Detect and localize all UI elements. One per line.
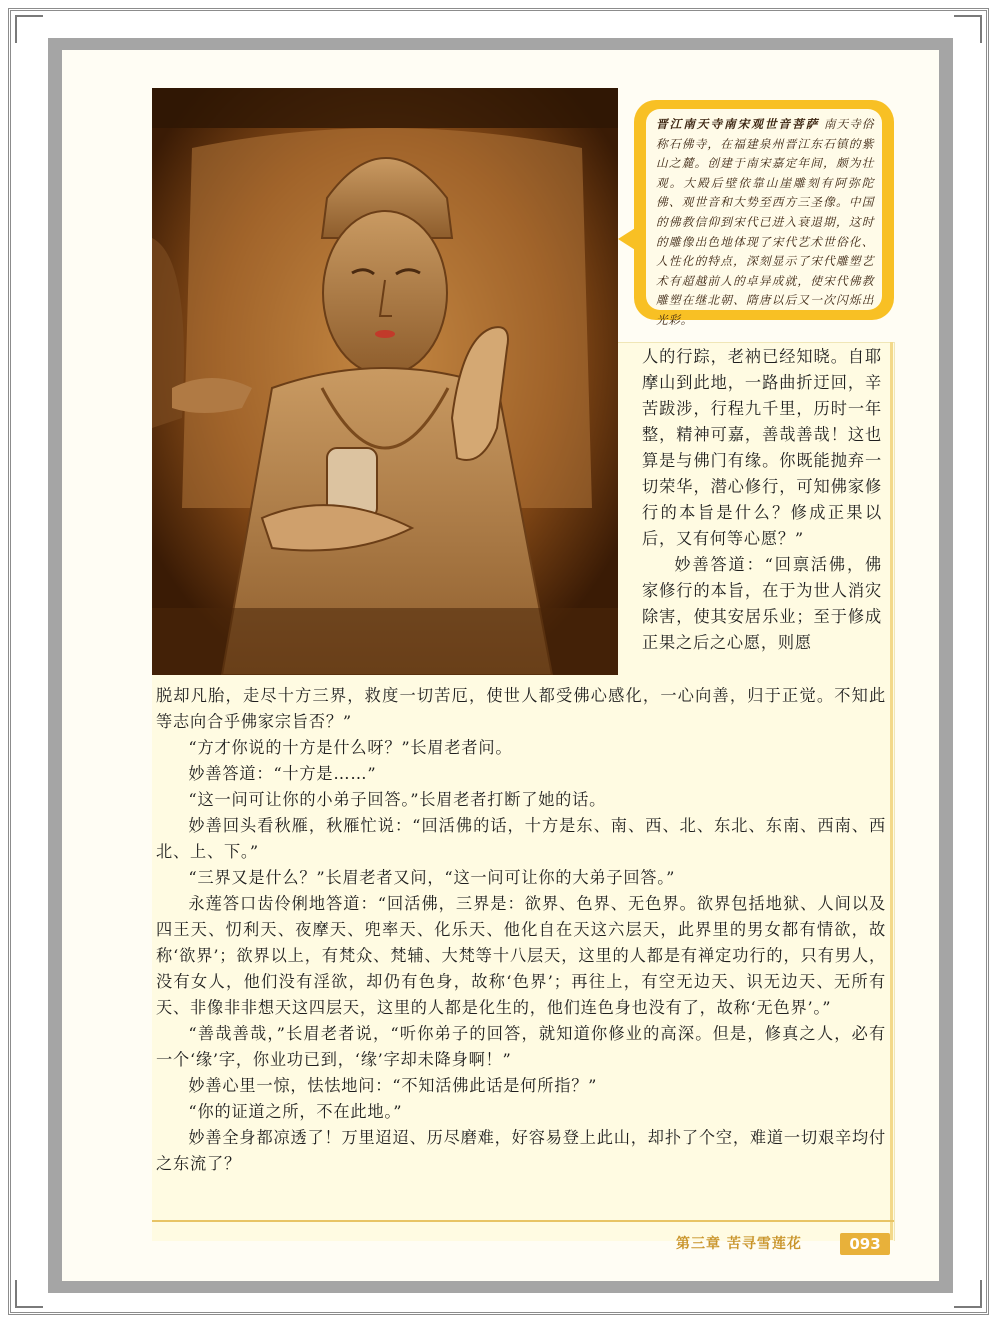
horizontal-rule bbox=[152, 1220, 894, 1222]
paragraph: “这一问可让你的小弟子回答。”长眉老者打断了她的话。 bbox=[188, 790, 607, 809]
buddha-statue-photo bbox=[152, 88, 618, 675]
vertical-rule bbox=[890, 342, 893, 1240]
paragraph: “三界又是什么？”长眉老者又问，“这一问可让你的大弟子回答。” bbox=[188, 868, 676, 887]
paragraph: 妙善回头看秋雁，秋雁忙说：“回活佛的话，十方是东、南、西、北、东北、东南、西南、西北、上、下。” bbox=[156, 816, 886, 861]
caption-title: 晋江南天寺南宋观世音菩萨 bbox=[656, 117, 820, 131]
frame-corner bbox=[15, 15, 43, 43]
paragraph: 人的行踪，老衲已经知晓。自耶摩山到此地，一路曲折迂回，辛苦跋涉，行程九千里，历时一年整，精神可嘉，善哉善哉！这也算是与佛门有缘。你既能抛弃一切荣华，潜心修行，可知佛家修行的本旨是什么？修成正果以后，又有何等心愿？” bbox=[642, 347, 882, 548]
paragraph: “方才你说的十方是什么呀？”长眉老者问。 bbox=[188, 738, 513, 757]
paragraph: “善哉善哉，”长眉老者说，“听你弟子的回答，就知道你修业的高深。但是，修真之人，必有一个‘缘’字，你业功已到，‘缘’字却未降身啊！” bbox=[156, 1024, 886, 1069]
statue-illustration bbox=[152, 88, 618, 675]
right-text-column bbox=[642, 344, 882, 656]
frame-corner bbox=[15, 1280, 43, 1308]
paragraph: 妙善全身都凉透了！万里迢迢、历尽磨难，好容易登上此山，却扑了个空，难道一切艰辛均付之东流了？ bbox=[156, 1128, 886, 1173]
paragraph: 脱却凡胎，走尽十方三界，救度一切苦厄，使世人都受佛心感化，一心向善，归于正觉。不知此等志向合乎佛家宗旨否？” bbox=[156, 686, 886, 731]
chapter-title: 第三章 苦寻雪莲花 bbox=[676, 1236, 802, 1252]
full-width-text bbox=[156, 683, 886, 1177]
paragraph: 永莲答口齿伶俐地答道：“回活佛，三界是：欲界、色界、无色界。欲界包括地狱、人间以及四王天、忉利天、夜摩天、兜率天、化乐天、他化自在天这六层天，此界里的男女都有情欲，故称‘欲界’；欲界以上，有梵众、梵辅、大梵等十八层天，这里的人都是有禅定功行的，只有男人，没有女人，他们没有淫欲，却仍有色身，故称‘色界’；再往上，有空无边天、识无边天、无所有天、非像非非想天这四层天，这里的人都是化生的，他们连色身也没有了，故称‘无色界’。” bbox=[156, 894, 886, 1017]
caption-text-box bbox=[646, 109, 882, 327]
frame-corner bbox=[954, 1280, 982, 1308]
paragraph: 妙善答道：“十方是……” bbox=[188, 764, 377, 783]
caption-bubble bbox=[634, 100, 894, 327]
paragraph: 妙善心里一惊，怯怯地问：“不知活佛此话是何所指？” bbox=[188, 1076, 598, 1095]
book-page bbox=[62, 50, 939, 1281]
caption-body: 南天寺俗称石佛寺，在福建泉州晋江东石镇的紫山之麓。创建于南宋嘉定年间，颇为壮观。大殿后壁依靠山崖雕刻有阿弥陀佛、观世音和大势至西方三圣像。中国的佛教信仰到宋代已进入衰退期，这时的雕像出色地体现了宋代艺术世俗化、人性化的特点，深刻显示了宋代雕塑艺术有超越前人的卓异成就，使宋代佛教雕塑在继北朝、隋唐以后又一次闪烁出光彩。 bbox=[656, 117, 874, 327]
paragraph: 妙善答道：“回禀活佛，佛家修行的本旨，在于为世人消灾除害，使其安居乐业；至于修成正果之后之心愿，则愿 bbox=[642, 555, 882, 652]
paragraph: “你的证道之所，不在此地。” bbox=[188, 1102, 403, 1121]
page-number: 093 bbox=[840, 1233, 890, 1255]
frame-corner bbox=[954, 15, 982, 43]
